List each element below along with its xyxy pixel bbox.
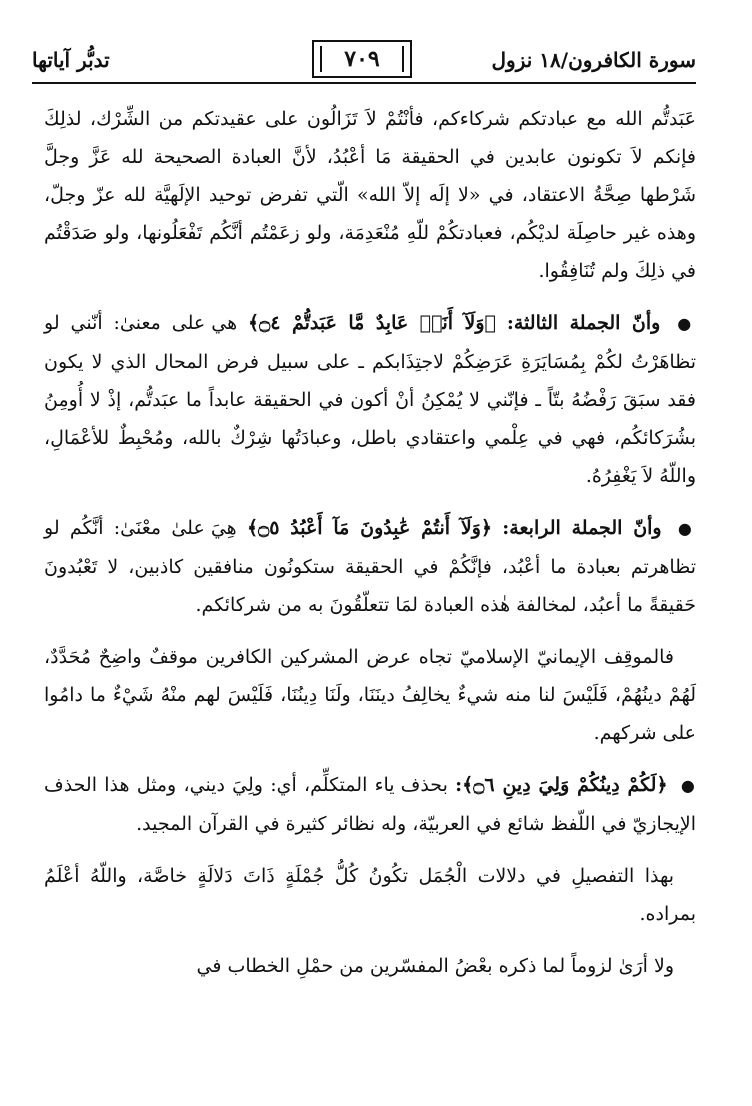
paragraph-7: ولا أرَىٰ لزوماً لما ذكره بعْضُ المفسّرين من حمْلِ الخطاب في [196, 955, 674, 977]
paragraph-5-text: بحذف ياء المتكلِّم، أي: ولِيَ ديني، ومثل هذا الحذف الإيجازيّ في اللّفظ شائع في العربيّة، وله نظائر كثيرة في القرآن المجيد. [44, 774, 696, 835]
bullet-icon: ● [677, 314, 697, 333]
page-body [44, 100, 696, 999]
page-header [32, 36, 696, 84]
surah-title: سورة الكافرون/١٨ نزول [491, 48, 696, 72]
paragraph-6: بهذا التفصيلِ في دلالات الْجُمَل تكُونُ كُلُّ جُمْلَةٍ ذَاتَ دَلالَةٍ خاصَّة، واللّهُ أعْلَمُ بمراده. [44, 865, 696, 925]
paragraph-3-text: هِيَ علىٰ معْنَىٰ: أنَّكُم لو تظاهرتم بعبادة ما أعْبُد، فإنَّكُمْ في الحقيقة ستكونُون منافقين كاذبين، لا تَعْبُدونَ حَقيقةً ما أعبُد، لمخالفة هٰذه العبادة لمَا تتعلّقُونَ به من شركائكم. [44, 517, 696, 616]
paragraph-3-lead: وأنّ الجملة الرابعة: [502, 517, 662, 539]
paragraph-2-lead: وأنّ الجملة الثالثة: [506, 312, 661, 334]
paragraph-3-verse: ﴿وَلَآ أَنتُمْ عَٰبِدُونَ مَآ أَعْبُدُ ۝٥﴾ [246, 517, 493, 539]
paragraph-2 [44, 304, 696, 495]
paragraph-2-verse: ﴿وَلَآ أَنَا۠ عَابِدٌ مَّا عَبَدتُّمْ ۝٤﴾ [248, 312, 496, 334]
bullet-icon: ● [680, 776, 697, 795]
paragraph-3 [44, 509, 696, 624]
paragraph-5-verse: ﴿لَكُمْ دِينُكُمْ وَلِيَ دِينِ ۝٦﴾: [455, 774, 668, 796]
paragraph-4: فالموقِف الإيمانيّ الإسلاميّ تجاه عرض المشركين الكافرين موقفٌ واضِحٌ مُحَدَّدٌ، لَهُمْ دينُهُمْ، فَلَيْسَ لنا منه شيءٌ يخالِفُ دينَنَا، ولَنَا دِينُنَا، فَلَيْسَ لهم منْهُ شَيْءٌ ما دامُوا على شركهم. [44, 646, 696, 744]
header-divider [32, 82, 696, 84]
bullet-icon: ● [677, 519, 697, 538]
paragraph-5 [44, 766, 696, 843]
paragraph-2-text: هي على معنىٰ: أنّني لو تظاهَرْتُ لكُمْ بِمُسَايَرَةِ عَرَضِكُمْ لاجتِذَابكم ـ على سبيل فرض المحال الذي لا يكون فقد سبَقَ رَفْضُهُ بتّاً ـ فإنّني لا يُمْكِنُ أنْ أكون في الحقيقة عابداً ما عبَدتُّم، إذْ لا أُومِنُ بشُرَكائكُم، فهي في عِلْمي واعتقادي باطل، وعبادَتُها شِرْكٌ بالله، ومُحْبِطٌ للأعْمَالِ، واللّهُ لاَ يَغْفِرُهُ. [44, 312, 696, 487]
page-number: ٧٠٩ [312, 40, 412, 78]
book-section-title: تدبُّر آياتها [32, 48, 110, 72]
paragraph-1: عَبَدتُّم الله مع عبادتكم شركاءكم، فأنْتُمْ لاَ تَزَالُون على عقيدتكم من الشِّرْك، لذلِكَ فإنكم لاَ تكونون عابدين في الحقيقة مَا أعْبُدُ، لأنَّ العبادة الصحيحة لله عَزَّ وجلَّ شَرْطها صِحَّةُ الاعتقاد، في «لا إلَه إلاّ الله» الّتي تفرض توحيد الإلَهيَّة لله عزّ وجلّ، وهذه غير حاصِلَة لديْكُم، فعبادتكُمْ للّهِ مُنْعَدِمَة، ولو زعَمْتُم أنَّكُم تَفْعَلُونها، ولو صَدَقْتُم في ذلِكَ ولم تُنَافِقُوا. [44, 108, 696, 282]
